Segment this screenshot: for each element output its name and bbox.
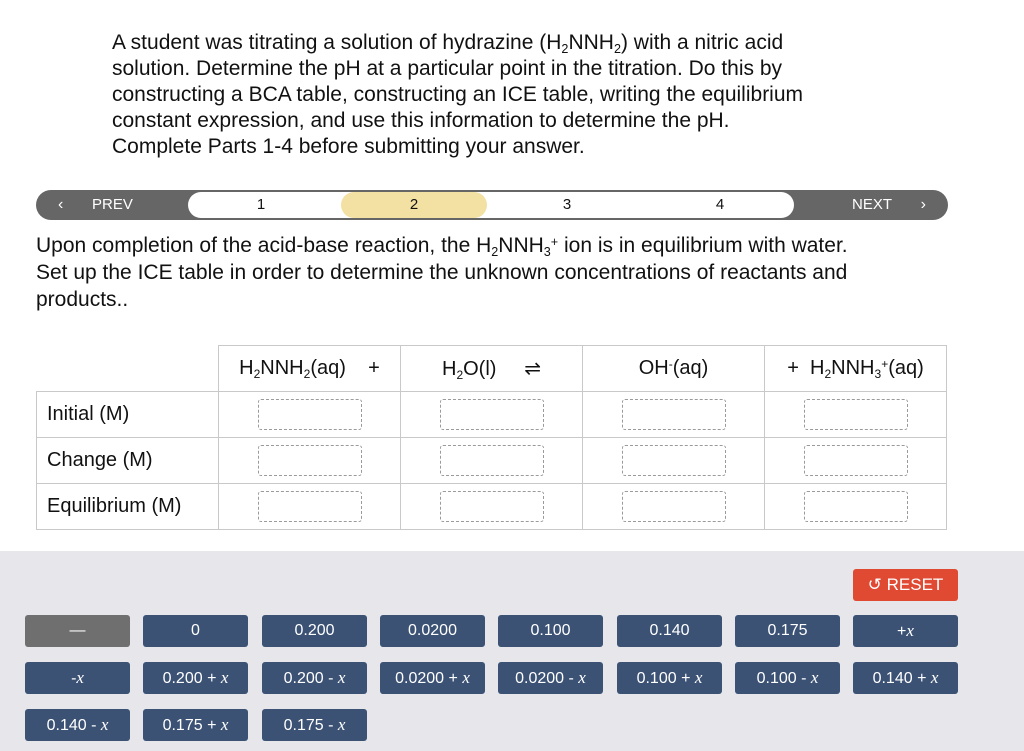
drop-cell[interactable] xyxy=(583,438,765,484)
reset-button[interactable]: ↺ RESET xyxy=(853,569,958,601)
drop-target[interactable] xyxy=(440,399,544,430)
question-line-3: products.. xyxy=(36,288,129,311)
equilibrium-arrow-icon: ⇌ xyxy=(524,358,542,380)
species-header-hydrazinium: + $H_2NNH_3^+(aq)$ xyxy=(765,346,947,392)
drop-cell[interactable] xyxy=(219,392,401,438)
answer-tile-0.200-minus-x[interactable]: 0.200 - x xyxy=(262,662,367,694)
row-initial xyxy=(37,392,947,438)
undo-icon: ↺ xyxy=(867,575,882,594)
answer-tile-0.140-plus-x[interactable]: 0.140 + x xyxy=(853,662,958,694)
answer-tile-0.0200-plus-x[interactable]: 0.0200 + x xyxy=(380,662,485,694)
drop-target[interactable] xyxy=(804,445,908,476)
species-header-hydroxide: OH-(aq) xyxy=(583,346,765,392)
intro-line-3: constructing a BCA table, constructing an ICE table, writing the equilibrium xyxy=(112,83,804,106)
answer-tile-0.100[interactable]: 0.100 xyxy=(498,615,603,647)
species-header-water: $H_2O(l)$ ⇌ xyxy=(401,346,583,392)
plus-sign: + xyxy=(787,357,799,379)
answer-tile-0.140-minus-x[interactable]: 0.140 - x xyxy=(25,709,130,741)
answer-tile-minus-x[interactable]: -x xyxy=(25,662,130,694)
drop-target[interactable] xyxy=(440,445,544,476)
drop-target[interactable] xyxy=(622,399,726,430)
question-line-2: Set up the ICE table in order to determine the unknown concentrations of reactants and xyxy=(36,261,848,284)
drop-cell[interactable] xyxy=(583,392,765,438)
row-label-equilibrium: Equilibrium (M) xyxy=(37,484,219,530)
prev-button[interactable]: ‹ PREV xyxy=(36,190,186,220)
answer-tile-blank[interactable]: — xyxy=(25,615,130,647)
answer-tile-0.175-plus-x[interactable]: 0.175 + x xyxy=(143,709,248,741)
answer-tile-0[interactable]: 0 xyxy=(143,615,248,647)
question-text xyxy=(36,232,996,313)
answer-tile-0.100-plus-x[interactable]: 0.100 + x xyxy=(617,662,722,694)
row-label-change: Change (M) xyxy=(37,438,219,484)
answer-tile-0.0200[interactable]: 0.0200 xyxy=(380,615,485,647)
next-button[interactable]: NEXT › xyxy=(798,190,948,220)
step-3[interactable]: 3 xyxy=(562,196,572,213)
drop-cell[interactable] xyxy=(401,438,583,484)
row-label-initial: Initial (M) xyxy=(37,392,219,438)
drop-cell[interactable] xyxy=(765,484,947,530)
drop-target[interactable] xyxy=(258,399,362,430)
step-2-active[interactable]: 2 xyxy=(341,192,487,218)
drop-cell[interactable] xyxy=(401,484,583,530)
question-line-1: Upon completion of the acid-base reaction, the $H_2NNH_3^+$ ion is in equilibrium with water. xyxy=(36,234,848,259)
species-header-hydrazine: $H_2NNH_2(aq)$ + xyxy=(219,346,401,392)
problem-statement xyxy=(112,30,892,160)
drop-target[interactable] xyxy=(804,491,908,522)
answer-tile-0.175-minus-x[interactable]: 0.175 - x xyxy=(262,709,367,741)
drop-target[interactable] xyxy=(440,491,544,522)
answer-tile-0.200-plus-x[interactable]: 0.200 + x xyxy=(143,662,248,694)
drop-cell[interactable] xyxy=(765,392,947,438)
part-stepper xyxy=(36,190,948,220)
drop-target[interactable] xyxy=(804,399,908,430)
row-change xyxy=(37,438,947,484)
answer-tile-0.200[interactable]: 0.200 xyxy=(262,615,367,647)
chevron-left-icon: ‹ xyxy=(58,196,64,213)
intro-line-5: Complete Parts 1-4 before submitting your answer. xyxy=(112,135,585,158)
step-4[interactable]: 4 xyxy=(715,196,725,213)
table-corner xyxy=(37,346,219,392)
row-equilibrium xyxy=(37,484,947,530)
answer-tile-0.100-minus-x[interactable]: 0.100 - x xyxy=(735,662,840,694)
drop-target[interactable] xyxy=(622,491,726,522)
ice-table xyxy=(36,345,947,530)
drop-cell[interactable] xyxy=(583,484,765,530)
drop-cell[interactable] xyxy=(219,438,401,484)
intro-line-4: constant expression, and use this information to determine the pH. xyxy=(112,109,730,132)
drop-target[interactable] xyxy=(258,491,362,522)
drop-cell[interactable] xyxy=(219,484,401,530)
step-1[interactable]: 1 xyxy=(256,196,266,213)
drop-cell[interactable] xyxy=(401,392,583,438)
answer-tile-0.140[interactable]: 0.140 xyxy=(617,615,722,647)
answer-tile-0.175[interactable]: 0.175 xyxy=(735,615,840,647)
answer-tile-plus-x[interactable]: +x xyxy=(853,615,958,647)
step-track xyxy=(188,192,794,218)
intro-line-1: A student was titrating a solution of hydrazine $(H_2NNH_2)$ with a nitric acid xyxy=(112,31,784,56)
chevron-right-icon: › xyxy=(920,196,926,213)
answer-tile-0.0200-minus-x[interactable]: 0.0200 - x xyxy=(498,662,603,694)
drop-target[interactable] xyxy=(622,445,726,476)
drop-cell[interactable] xyxy=(765,438,947,484)
intro-line-2: solution. Determine the pH at a particular point in the titration. Do this by xyxy=(112,57,783,80)
plus-sign: + xyxy=(368,357,380,379)
drop-target[interactable] xyxy=(258,445,362,476)
